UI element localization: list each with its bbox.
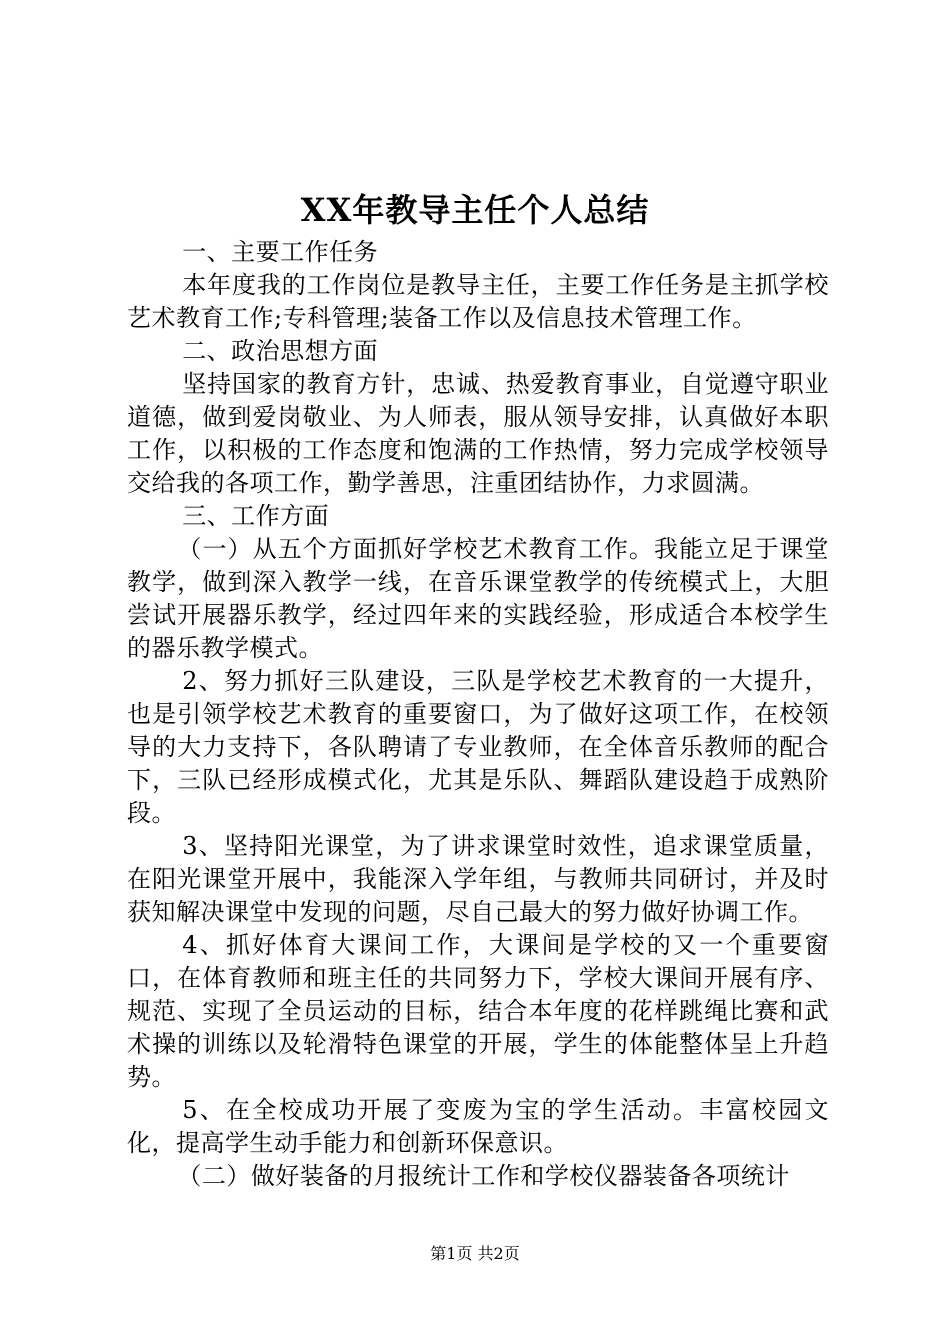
section-heading: 二、政治思想方面 [182,337,379,365]
paragraph: 2、努力抓好三队建设，三队是学校艺术教育的一大提升，也是引领学校艺术教育的重要窗口，为了做好这项工作，在校领导的大力支持下，各队聘请了专业教师，在全体音乐教师的配合下，三队已经形成模式化，尤其是乐队、舞蹈队建设趋于成熟阶段。 [127,667,829,827]
subsection-paragraph: （一）从五个方面抓好学校艺术教育工作。我能立足于课堂教学，做到深入教学一线，在音乐课堂教学的传统模式上，大胆尝试开展器乐教学，经过四年来的实践经验，形成适合本校学生的器乐教学模式。 [127,535,829,662]
section-heading: 三、工作方面 [182,502,330,530]
paragraph: 坚持国家的教育方针，忠诚、热爱教育事业，自觉遵守职业道德，做到爱岗敬业、为人师表，服从领导安排，认真做好本职工作，以积极的工作态度和饱满的工作热情，努力完成学校领导交给我的各项工作，勤学善思，注重团结协作，力求圆满。 [127,370,829,497]
paragraph: 4、抓好体育大课间工作，大课间是学校的又一个重要窗口，在体育教师和班主任的共同努力下，学校大课间开展有序、规范、实现了全员运动的目标，结合本年度的花样跳绳比赛和武术操的训练以及轮滑特色课堂的开展，学生的体能整体呈上升趋势。 [127,931,829,1091]
paragraph: 3、坚持阳光课堂，为了讲求课堂时效性，追求课堂质量，在阳光课堂开展中，我能深入学年组，与教师共同研讨，并及时获知解决课堂中发现的问题，尽自己最大的努力做好协调工作。 [127,832,829,926]
subsection-paragraph: （二）做好装备的月报统计工作和学校仪器装备各项统计 [177,1162,790,1190]
section-heading: 一、主要工作任务 [182,238,379,266]
document-body [127,236,829,1193]
paragraph: 本年度我的工作岗位是教导主任，主要工作任务是主抓学校艺术教育工作;专科管理;装备工作以及信息技术管理工作。 [127,271,829,332]
paragraph: 5、在全校成功开展了变废为宝的学生活动。丰富校园文化，提高学生动手能力和创新环保意识。 [127,1096,829,1157]
page-footer: 第1页 共2页 [430,1244,520,1263]
document-title: XX年教导主任个人总结 [300,191,650,229]
